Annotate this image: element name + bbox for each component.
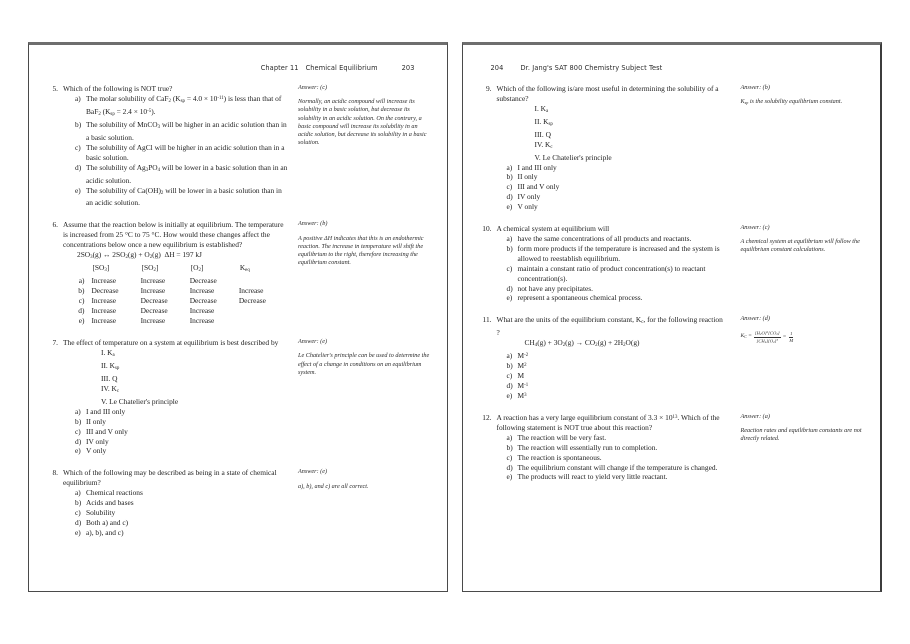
question-10 — [477, 224, 867, 303]
running-head-chapter: Chapter 11 — [260, 64, 299, 72]
choice-item[interactable] — [75, 528, 288, 538]
question-9-romans — [535, 104, 727, 163]
page-right — [462, 42, 883, 592]
cell: Decrease — [140, 306, 168, 316]
answer-body: $K_{sp}$ is the solubility equilibrium constant. — [740, 98, 843, 106]
question-9-choices — [507, 163, 727, 213]
cell: Increase — [140, 316, 166, 326]
choice-item[interactable] — [75, 94, 288, 120]
choice-label: e) — [506, 293, 513, 303]
choice-label: c) — [506, 182, 513, 192]
answer-head: Answer: (b) — [740, 84, 770, 91]
cell: Increase — [91, 296, 117, 306]
choice-text: Acids and bases — [86, 498, 134, 508]
question-12-number: 12. — [482, 412, 492, 422]
choice-item[interactable] — [75, 488, 288, 498]
choice-text: maintain a constant ratio of product concentration(s) to reactant concentration(s). — [517, 263, 706, 283]
choice-text: The solubility of MnCO$_3$ will be higher in an acidic solution than in a basic solution. — [86, 119, 287, 142]
choice-text: The molar solubility of CaF$_2$ $(K_{sp} = 4.0 \times 10^{-11})$ is less than that of BaF$_2$ $(K_{sp} = 2.4 \times 10^{-5})$. — [86, 93, 282, 118]
table-header-so3: $[SO_3]$ — [92, 263, 110, 274]
question-11-stem: What are the units of the equilibrium constant, $K_c$, for the following reaction ? — [496, 315, 723, 338]
answer-head: Answer: (e) — [298, 468, 328, 476]
row-label: e) — [78, 316, 85, 326]
choice-item[interactable] — [75, 407, 288, 417]
formula-denominator: $[CH_4][O_2]^3$ — [756, 337, 778, 344]
page-left — [28, 42, 448, 592]
answer-head: Answer: (b) — [298, 220, 328, 228]
cell — [239, 306, 288, 316]
choice-item[interactable] — [507, 234, 727, 244]
choice-label: a) — [506, 351, 513, 361]
choice-label: c) — [75, 142, 81, 152]
question-6-answer-note — [288, 220, 433, 267]
choice-label: a) — [75, 93, 81, 103]
choice-text: $M^{-2}$ — [517, 351, 529, 361]
choice-text: The products will react to yield very little reactant. — [517, 472, 668, 482]
cell: Increase — [91, 306, 117, 316]
question-11-reaction: $CH_4(g) + 3O_2(g) \to CO_2(g) + 2H_2O(g)$ — [524, 338, 640, 349]
answer-body: A chemical system at equilibrium will follow the equilibrium constant calculations. — [740, 238, 860, 254]
question-8-choices — [75, 488, 288, 538]
choice-item[interactable] — [75, 120, 288, 143]
cell: Increase — [189, 286, 215, 296]
running-head-book-title: Dr. Jang's SAT 800 Chemistry Subject Test — [520, 64, 663, 72]
answer-head: Answer: (c) — [298, 84, 328, 91]
question-6-main — [43, 220, 288, 326]
choice-label: c) — [506, 452, 513, 462]
choice-item[interactable] — [75, 498, 288, 508]
answer-head: Answer: (a) — [740, 412, 770, 420]
choice-item[interactable] — [507, 264, 727, 284]
question-list-right — [477, 84, 867, 482]
choice-item[interactable] — [507, 381, 727, 391]
question-10-stem: A chemical system at equilibrium will — [496, 224, 610, 234]
question-8 — [43, 468, 433, 537]
choice-text: I and III only — [517, 162, 557, 172]
question-7 — [43, 338, 433, 456]
choice-text: The equilibrium constant will change if the temperature is changed. — [517, 462, 718, 472]
question-5 — [43, 84, 433, 208]
cell: Decrease — [140, 296, 168, 306]
question-6 — [43, 220, 433, 326]
question-list-left — [43, 84, 433, 538]
question-9-answer-note — [727, 84, 867, 107]
choice-text: Chemical reactions — [86, 488, 143, 498]
choice-text: The reaction is spontaneous. — [517, 452, 602, 462]
question-7-number: 7. — [52, 338, 58, 348]
formula-lhs: $K_C$ = — [740, 333, 752, 340]
choice-label: d) — [75, 162, 82, 172]
roman-item: V. Le Chatelier's principle — [101, 396, 179, 406]
choice-item[interactable] — [75, 186, 288, 209]
choice-text: form more products if the temperature is increased and the system is allowed to reestablish equilibrium. — [517, 243, 720, 263]
cell: Increase — [238, 286, 264, 296]
question-9-stem: Which of the following is/are most useful in determining the solubility of a substance? — [496, 84, 719, 103]
question-7-answer-note — [288, 338, 433, 377]
question-6-table — [65, 263, 288, 326]
question-10-choices — [507, 234, 727, 303]
question-10-number: 10. — [482, 224, 492, 234]
question-5-answer-note — [288, 84, 433, 147]
question-6-reaction: $2SO_3(g)$ ↔ $2SO_2(g) + O_2(g) \Delta H = 197$ kJ — [77, 250, 202, 261]
choice-item[interactable] — [507, 472, 727, 482]
question-5-main — [43, 84, 288, 208]
table-header-blank — [65, 263, 91, 276]
choice-item[interactable] — [507, 463, 727, 473]
table-row[interactable] — [65, 316, 288, 326]
choice-item[interactable] — [75, 143, 288, 163]
row-label: a) — [78, 276, 85, 286]
choice-label: c) — [75, 426, 81, 436]
question-7-stem: The effect of temperature on a system at equilibrium is best described by — [63, 338, 279, 348]
choice-text: V only — [517, 202, 538, 212]
answer-head: Answer: (e) — [298, 338, 328, 346]
answer-body: Reaction rates and equilibrium constants are not directly related. — [740, 427, 862, 443]
choice-text: The solubility of $Ag_3PO_4$ will be lower in a basic solution than in an acidic solution. — [86, 162, 288, 185]
cell: Increase — [189, 306, 215, 316]
choice-text: II only — [517, 172, 538, 182]
question-9 — [477, 84, 867, 212]
row-label: c) — [78, 296, 85, 306]
table-header-so2: $[SO_2]$ — [141, 263, 159, 274]
question-8-answer-note — [288, 468, 433, 490]
choice-item[interactable] — [507, 351, 727, 361]
choice-label: b) — [75, 416, 82, 426]
choice-item[interactable] — [507, 361, 727, 371]
choice-text: The reaction will essentially run to completion. — [517, 442, 658, 452]
choice-label: e) — [75, 446, 81, 456]
roman-item: II. $K_{sp}$ — [534, 116, 553, 127]
question-9-number: 9. — [485, 84, 492, 93]
answer-body: a), b), and c) are all correct. — [298, 482, 369, 490]
cell — [239, 276, 288, 286]
question-9-main — [477, 84, 727, 212]
question-5-choices — [75, 94, 288, 208]
question-8-main — [43, 468, 288, 537]
choice-item[interactable] — [507, 443, 727, 453]
choice-label: b) — [506, 172, 513, 182]
choice-label: d) — [506, 192, 513, 202]
choice-label: e) — [75, 527, 81, 537]
question-11-answer-formula — [741, 330, 867, 345]
question-11-main — [477, 315, 727, 401]
cell — [239, 316, 288, 326]
choice-text: $M^2$ — [517, 361, 527, 371]
cell: Decrease — [91, 286, 119, 296]
choice-label: d) — [75, 436, 82, 446]
choice-label: c) — [506, 263, 513, 273]
choice-text: IV only — [517, 192, 541, 202]
choice-text: $M^3$ — [517, 391, 527, 401]
page-number-right: 204 — [490, 64, 504, 72]
choice-item[interactable] — [507, 202, 727, 212]
formula-result-fraction — [788, 331, 794, 342]
choice-item[interactable] — [507, 453, 727, 463]
choice-text: not have any precipitates. — [517, 283, 594, 293]
choice-label: d) — [75, 517, 82, 527]
running-head-left — [43, 61, 433, 75]
table-row[interactable] — [65, 276, 288, 286]
answer-body: Normally, an acidic compound will increase its solubility in a basic solution, but decrease its solubility in an acidic solution. On the contrary, a basic compound will increase its solubility in an acidic solution, but decrease its solubility in a basic solution. — [298, 98, 427, 147]
table-row[interactable] — [65, 296, 288, 306]
question-7-romans — [101, 348, 288, 407]
choice-label: d) — [506, 462, 513, 472]
choice-label: e) — [506, 472, 513, 482]
running-head-title: Chemical Equilibrium — [305, 64, 378, 72]
cell: Increase — [91, 276, 117, 286]
table-row[interactable] — [65, 306, 288, 316]
roman-item: I. $K_a$ — [534, 103, 549, 114]
roman-item: III. Q — [101, 374, 118, 384]
choice-text: The reaction will be very fast. — [517, 432, 607, 442]
choice-label: a) — [506, 162, 513, 172]
choice-text: I and III only — [86, 406, 126, 416]
table-row[interactable] — [65, 286, 288, 296]
cell: Decrease — [238, 296, 266, 306]
formula-result-denominator: M — [789, 337, 794, 343]
answer-body: Le Chatelier's principle can be used to determine the effect of a change in conditions on an equilibrium system. — [298, 352, 430, 376]
choice-text: have the same concentrations of all products and reactants. — [517, 233, 692, 243]
choice-item[interactable] — [507, 391, 727, 401]
choice-label: a) — [75, 406, 81, 416]
choice-text: The solubility of $Ca(OH)_2$ will be lower in a basic solution than in an acidic solution. — [86, 185, 282, 208]
choice-text: a), b), and c) — [86, 527, 124, 537]
choice-item[interactable] — [75, 427, 288, 437]
choice-label: a) — [506, 432, 513, 442]
choice-text: IV only — [86, 436, 109, 446]
choice-item[interactable] — [75, 518, 288, 528]
question-12-main — [477, 413, 727, 482]
choice-label: b) — [506, 361, 513, 371]
choice-item[interactable] — [75, 446, 288, 456]
choice-text: III and V only — [517, 182, 560, 192]
choice-label: b) — [75, 119, 82, 129]
question-12-choices — [507, 433, 727, 483]
choice-label: a) — [506, 233, 513, 243]
choice-item[interactable] — [507, 293, 727, 303]
choice-item[interactable] — [507, 433, 727, 443]
choice-label: b) — [506, 442, 513, 452]
formula-equals: = — [782, 333, 787, 340]
answer-head: Answer: (d) — [740, 315, 770, 323]
choice-text: M — [517, 371, 525, 381]
choice-label: b) — [506, 243, 513, 253]
question-5-stem: Which of the following is NOT true? — [63, 84, 173, 93]
choice-label: d) — [506, 381, 513, 391]
choice-text: $M^{-1}$ — [517, 381, 529, 391]
choice-item[interactable] — [75, 417, 288, 427]
choice-text: V only — [86, 446, 107, 456]
cell: Increase — [140, 276, 166, 286]
question-5-number: 5. — [52, 84, 58, 93]
choice-item[interactable] — [507, 172, 727, 182]
choice-text: III and V only — [86, 426, 128, 436]
table-header-row — [65, 263, 288, 276]
choice-item[interactable] — [507, 163, 727, 173]
question-12-answer-note — [727, 413, 867, 444]
question-10-main — [477, 224, 727, 303]
roman-item: III. Q — [534, 129, 551, 139]
choice-text: II only — [86, 416, 106, 426]
choice-item[interactable] — [507, 182, 727, 192]
roman-item: V. Le Chatelier's principle — [534, 152, 612, 162]
table-header-o2: $[O_2]$ — [190, 263, 204, 274]
choice-label: e) — [506, 202, 513, 212]
cell: Increase — [91, 316, 117, 326]
cell: Decrease — [189, 296, 217, 306]
choice-label: d) — [506, 283, 513, 293]
table-header-keq: $K_{eq}$ — [239, 263, 250, 274]
question-11-answer-note — [727, 315, 867, 344]
question-7-choices — [75, 407, 288, 457]
choice-label: e) — [75, 185, 81, 195]
choice-item[interactable] — [75, 437, 288, 447]
cell: Decrease — [189, 276, 217, 286]
formula-main-fraction — [754, 330, 781, 345]
choice-item[interactable] — [507, 284, 727, 294]
cell: Increase — [189, 316, 215, 326]
question-6-stem: Assume that the reaction below is initially at equilibrium. The temperature is increased from 25 °C to 75 °C. How would these changes affect the concentrations below once a new equilibrium is established? — [63, 220, 284, 250]
row-label: b) — [78, 286, 85, 296]
choice-text: represent a spontaneous chemical process. — [517, 293, 643, 303]
answer-head: Answer: (c) — [740, 224, 770, 232]
question-6-number: 6. — [52, 220, 58, 230]
choice-label: b) — [75, 498, 82, 508]
choice-text: Solubility — [86, 508, 116, 517]
formula-numerator: $[H_2O]^2[CO_2]$ — [754, 330, 781, 338]
question-7-main — [43, 338, 288, 456]
roman-item: IV. $K_c$ — [534, 139, 553, 150]
choice-text: Both a) and c) — [86, 517, 129, 527]
answer-body: A positive ΔH indicates that this is an endothermic reaction. The increase in temperature will shift the equilibrium to the right, therefore increasing the equilibrium constant. — [298, 234, 424, 267]
choice-item[interactable] — [75, 163, 288, 186]
question-8-number: 8. — [52, 468, 58, 478]
choice-item[interactable] — [75, 508, 288, 518]
roman-item: II. $K_{sp}$ — [101, 361, 120, 372]
choice-label: a) — [75, 488, 81, 498]
running-head-right — [477, 61, 867, 75]
question-12 — [477, 413, 867, 482]
question-11 — [477, 315, 867, 401]
question-10-answer-note — [727, 224, 867, 255]
question-11-choices — [507, 351, 727, 401]
page-number-left: 203 — [401, 64, 415, 72]
choice-label: c) — [75, 508, 81, 517]
choice-label: c) — [506, 371, 513, 381]
roman-item: I. $K_a$ — [101, 348, 115, 359]
question-12-stem: A reaction has a very large equilibrium constant of $3.3 \times 10^{13}$. Which of the following statement is NOT true about this reaction? — [496, 413, 720, 432]
choice-item[interactable] — [507, 192, 727, 202]
choice-text: The solubility of AgCl will be higher in an acidic solution than in a basic solution. — [86, 142, 285, 162]
cell: Increase — [140, 286, 166, 296]
choice-item[interactable] — [507, 371, 727, 381]
row-label: d) — [78, 306, 85, 316]
question-11-number: 11. — [482, 315, 492, 325]
choice-label: e) — [506, 391, 513, 401]
question-8-stem: Which of the following may be described as being in a state of chemical equilibrium? — [63, 468, 277, 488]
formula-result-numerator: 1 — [790, 331, 793, 337]
roman-item: IV. $K_c$ — [101, 383, 120, 395]
choice-item[interactable] — [507, 244, 727, 264]
